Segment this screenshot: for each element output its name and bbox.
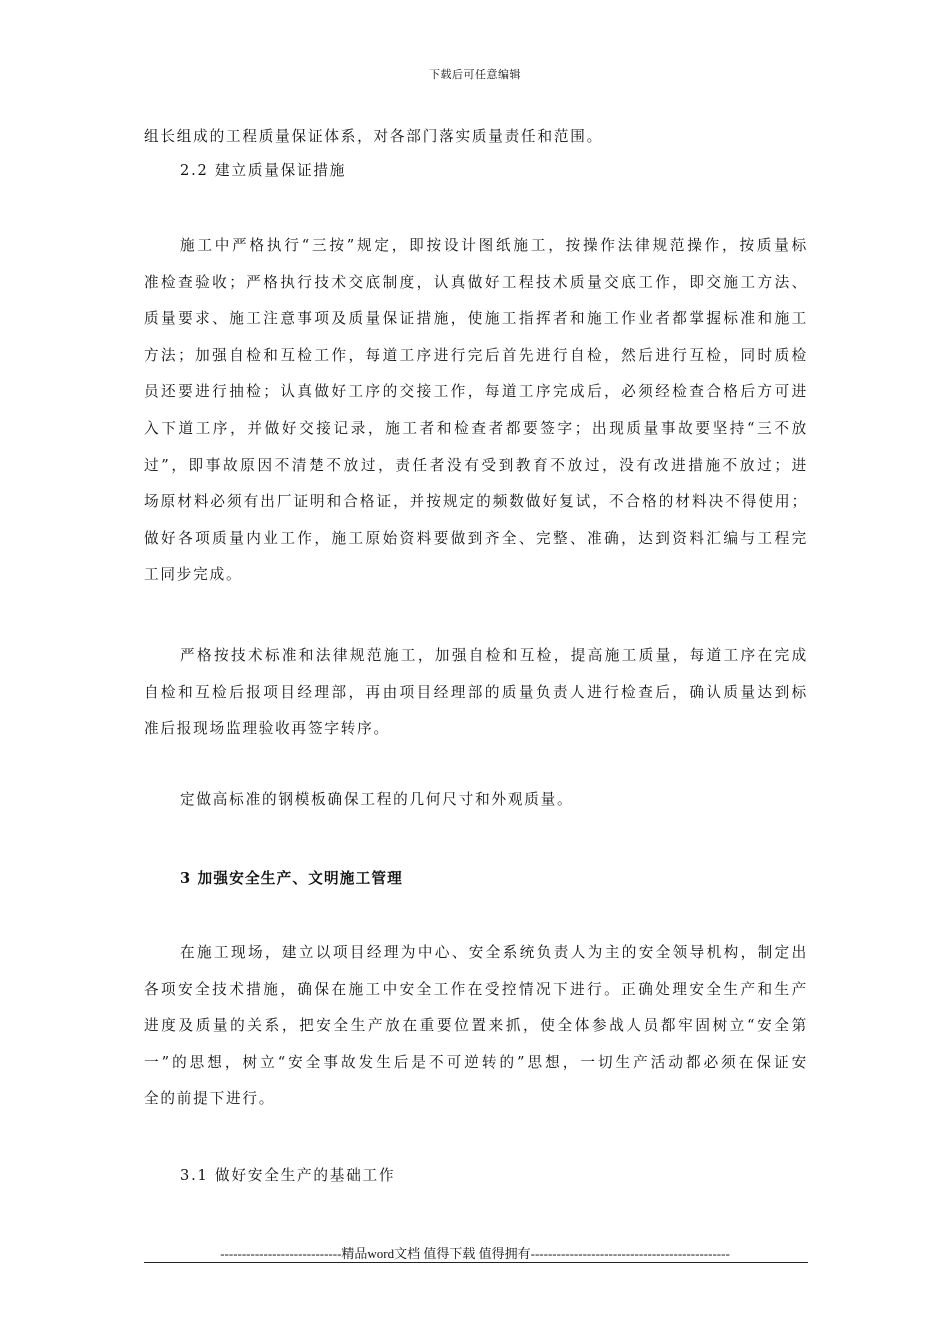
text-line: 各项安全技术措施，确保在施工中安全工作在受控情况下进行。正确处理安全生产和生产 xyxy=(144,980,808,998)
page-header: 下载后可任意编辑 xyxy=(429,68,521,81)
heading-text: 2.2 建立质量保证措施 xyxy=(180,162,347,179)
text-line: 自检和互检后报项目经理部，再由项目经理部的质量负责人进行检查后，确认质量达到标 xyxy=(144,683,808,701)
text-line: 施工中严格执行“三按”规定，即按设计图纸施工，按操作法律规范操作，按质量标 xyxy=(180,237,808,254)
text-line: 过”，即事故原因不清楚不放过，责任者没有受到教育不放过，没有改进措施不放过；进 xyxy=(144,456,808,474)
text-line: 员还要进行抽检；认真做好工序的交接工作，每道工序完成后，必须经检查合格后方可进 xyxy=(144,383,808,401)
page-footer: ----------------------------精品word文档 值得下载 值得拥有---------------------------------------------- xyxy=(220,1246,730,1261)
text-line: 定做高标准的钢模板确保工程的几何尺寸和外观质量。 xyxy=(180,791,574,808)
text-line: 在施工现场，建立以项目经理为中心、安全系统负责人为主的安全领导机构，制定出 xyxy=(180,944,808,961)
text-line: 组长组成的工程质量保证体系，对各部门落实质量责任和范围。 xyxy=(144,128,604,145)
text-line: 场原材料必须有出厂证明和合格证，并按规定的频数做好复试，不合格的材料决不得使用； xyxy=(144,493,808,511)
section-heading-3 xyxy=(180,865,403,892)
text-line: 准检查验收；严格执行技术交底制度，认真做好工程技术质量交底工作，即交施工方法、 xyxy=(144,273,808,291)
text-line: 方法；加强自检和互检工作，每道工序进行完后首先进行自检，然后进行互检，同时质检 xyxy=(144,346,808,364)
text-line: 进度及质量的关系，把安全生产放在重要位置来抓，使全体参战人员都牢固树立“安全第 xyxy=(144,1017,808,1035)
text-line: 质量要求、施工注意事项及质量保证措施，使施工指挥者和施工作业者都掌握标准和施工 xyxy=(144,310,808,328)
text-line: 一”的思想，树立“安全事故发生后是不可逆转的”思想，一切生产活动都必须在保证安 xyxy=(144,1053,808,1071)
subsection-heading-3-1 xyxy=(180,1162,395,1189)
paragraph-steel-formwork xyxy=(180,786,573,813)
text-line: 入下道工序，并做好交接记录，施工者和检查者都要签字；出现质量事故要坚持“三不放 xyxy=(144,419,808,437)
subsection-heading-2-2 xyxy=(180,157,346,184)
text-line: 全的前提下进行。 xyxy=(144,1090,276,1108)
heading-text: 3.1 做好安全生产的基础工作 xyxy=(180,1167,396,1184)
text-line: 准后报现场监理验收再签字转序。 xyxy=(144,720,390,738)
paragraph-quality-measures xyxy=(144,228,808,594)
paragraph-safety-organization xyxy=(144,935,808,1118)
text-line: 做好各项质量内业工作，施工原始资料要做到齐全、完整、准确，达到资料汇编与工程完 xyxy=(144,529,808,547)
paragraph-technical-standards xyxy=(144,638,808,748)
heading-text: 3 加强安全生产、文明施工管理 xyxy=(180,870,403,887)
text-line: 严格按技术标准和法律规范施工，加强自检和互检，提高施工质量，每道工序在完成 xyxy=(180,647,808,664)
paragraph-continuation xyxy=(144,123,808,150)
footer-divider xyxy=(144,1262,808,1263)
text-line: 工同步完成。 xyxy=(144,566,243,584)
